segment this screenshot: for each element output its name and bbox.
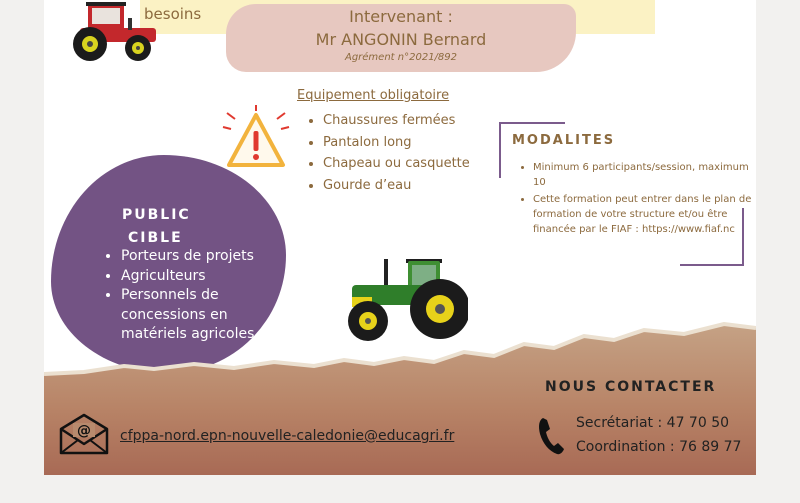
intervenant-label: Intervenant :	[349, 7, 453, 26]
phone-icon	[537, 416, 565, 456]
modalites-frame-line-top	[499, 122, 565, 124]
modalites-title: MODALITES	[512, 133, 616, 148]
list-item: • Chaussures fermées	[323, 110, 470, 132]
list-item: • Minimum 6 participants/session, maximum 10	[533, 160, 756, 190]
public-title-line2: CIBLE	[128, 230, 183, 246]
modalites-frame-corner-bottom	[742, 208, 744, 265]
list-item: • Personnels de concessions en matériels agricoles	[121, 286, 291, 345]
public-cible-title	[122, 204, 191, 250]
modalites-frame-line-bottom	[680, 264, 744, 266]
contact-title: NOUS CONTACTER	[545, 379, 717, 395]
list-item: • Chapeau ou casquette	[323, 153, 470, 175]
secretariat-phone: Secrétariat : 47 70 50	[576, 415, 730, 431]
list-item: • Porteurs de projets	[121, 247, 291, 267]
coordination-phone: Coordination : 76 89 77	[576, 439, 742, 455]
email-link[interactable]: cfppa-nord.epn-nouvelle-caledonie@educagri.fr	[120, 428, 455, 444]
svg-text:@: @	[77, 423, 91, 439]
mail-at-icon	[58, 413, 110, 455]
modalites-frame-corner-top	[499, 122, 501, 178]
modalites-list	[519, 160, 756, 239]
list-item: • Agriculteurs	[121, 267, 291, 287]
agrement-number: Agrément n°2021/892	[344, 52, 458, 63]
warning-icon	[221, 105, 291, 175]
public-title-line1: PUBLIC	[122, 207, 191, 223]
list-item: • Pantalon long	[323, 132, 470, 154]
red-tractor-image	[66, 0, 160, 64]
besoins-text: besoins	[144, 5, 202, 23]
equipement-title: Equipement obligatoire	[297, 88, 450, 103]
intervenant-name: Mr ANGONIN Bernard	[315, 30, 487, 49]
flyer-page	[44, 0, 756, 475]
list-item: • Gourde d’eau	[323, 175, 470, 197]
list-item: • Cette formation peut entrer dans le plan de formation de votre structure et/ou être financée par le FIAF : https://www.fiaf.nc	[533, 192, 756, 237]
equipement-list	[306, 110, 470, 196]
intervenant-box	[226, 4, 576, 72]
